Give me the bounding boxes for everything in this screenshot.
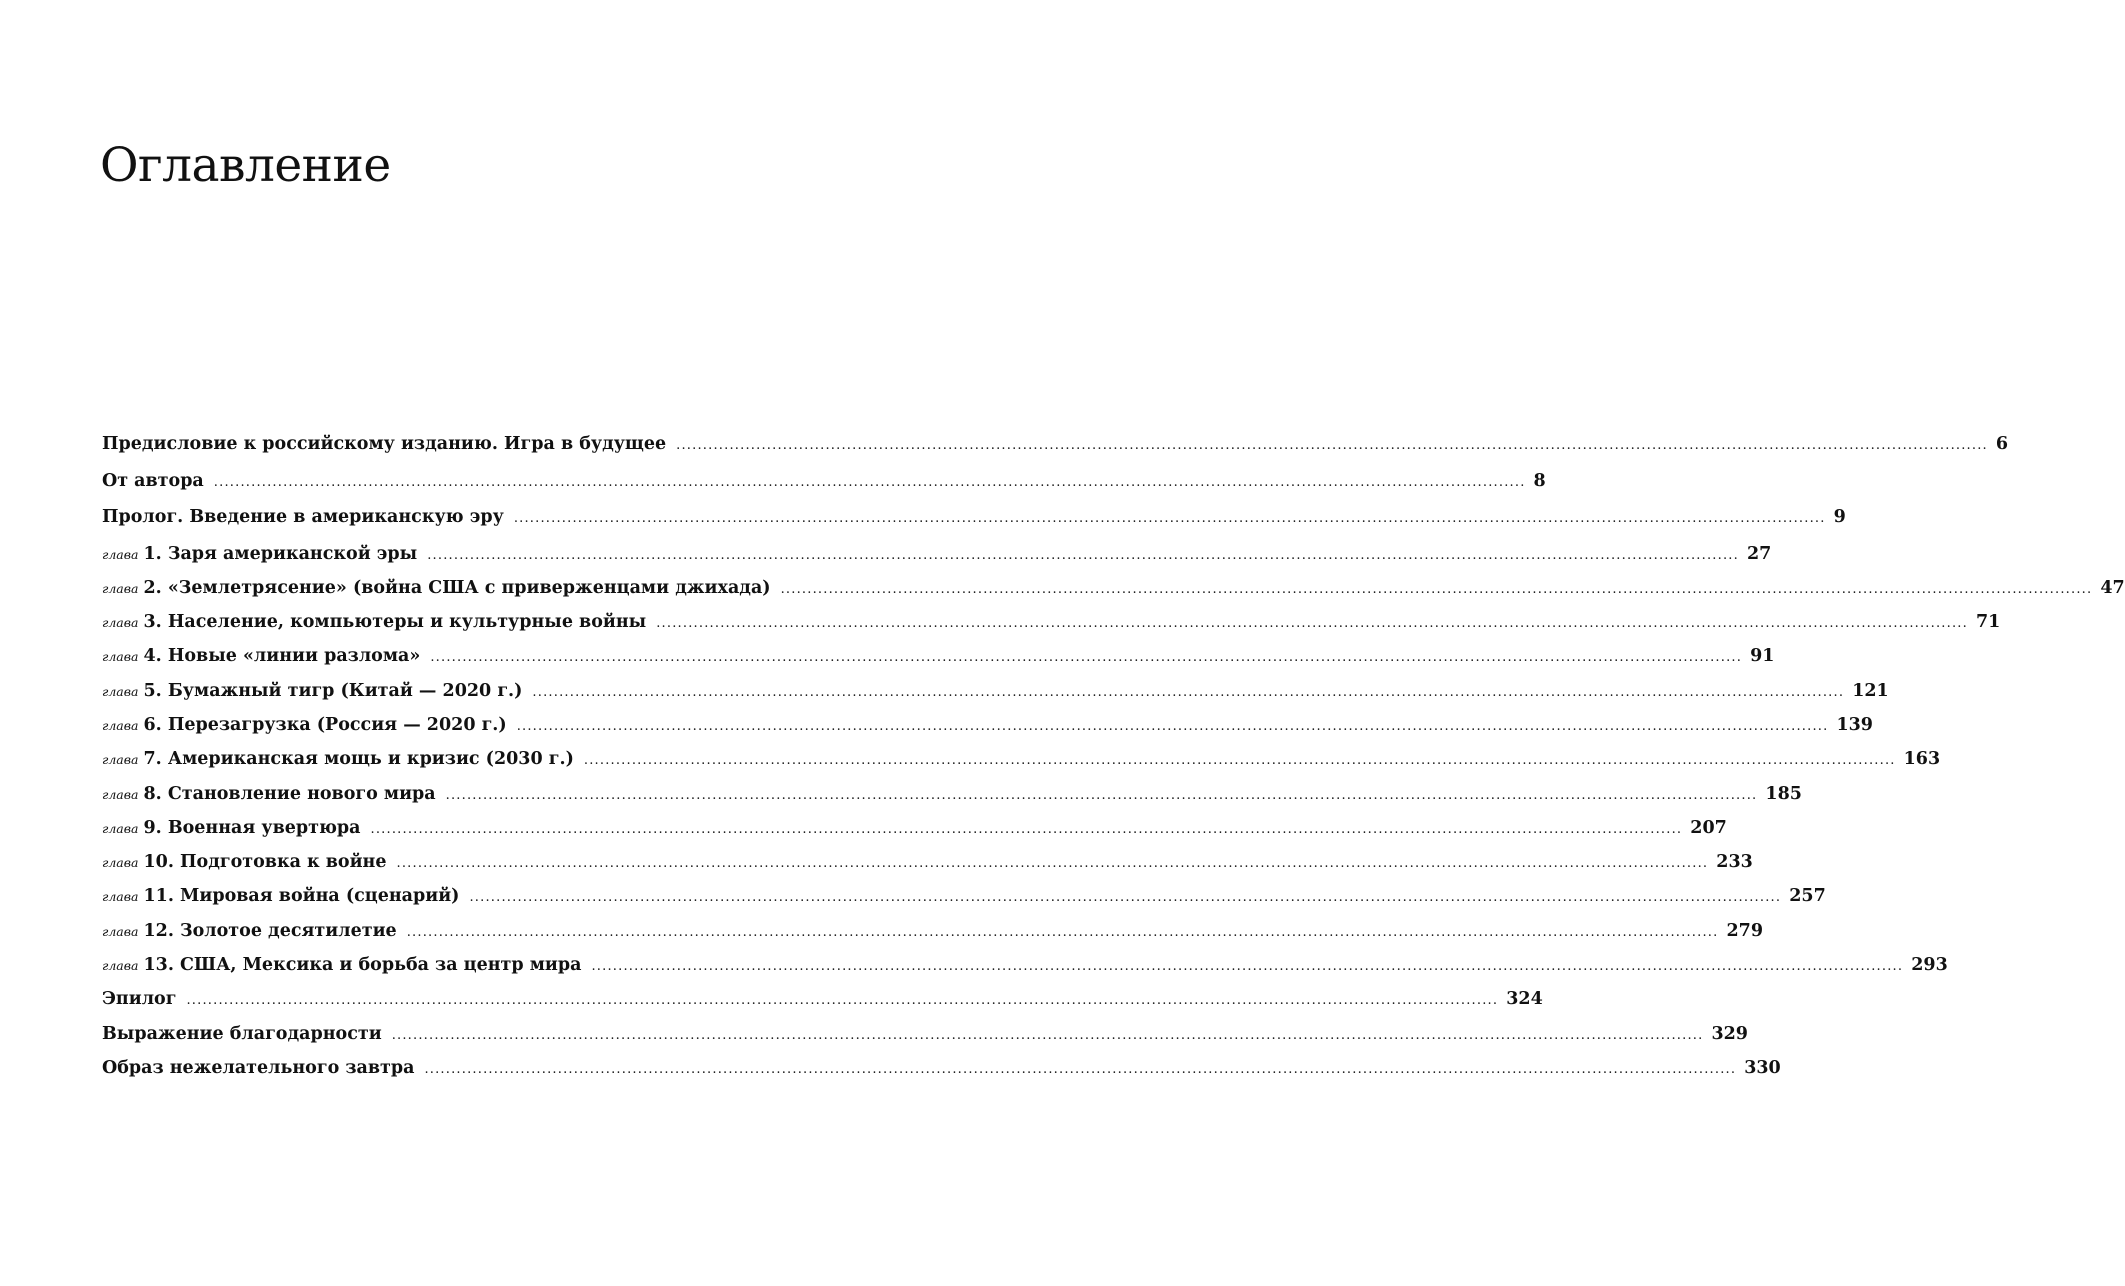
chapter-prefix: глава (102, 820, 139, 836)
toc-entry[interactable] (102, 852, 1753, 886)
toc-entry-title: Эпилог (102, 989, 177, 1010)
toc-entry-page: 329 (1711, 1023, 1748, 1044)
toc-entry-page: 71 (1975, 612, 2001, 633)
chapter-prefix: глава (102, 683, 139, 699)
toc-entry-title: От автора (102, 470, 204, 491)
dot-leader (676, 438, 1988, 453)
dot-leader (469, 890, 1781, 905)
toc-entry-page: 27 (1746, 543, 1772, 564)
toc-entry-page: 6 (1995, 434, 2009, 454)
toc-entry-title: 6. Перезагрузка (Россия — 2020 г.) (143, 714, 507, 735)
dot-leader (656, 616, 1968, 631)
toc-entry-page: 9 (1833, 507, 1846, 527)
chapter-prefix: глава (102, 752, 139, 768)
chapter-prefix: глава (102, 717, 139, 733)
toc-entry[interactable] (102, 543, 1772, 578)
toc-entry-title: Образ нежелательного завтра (102, 1057, 415, 1078)
toc-entry-title: 8. Становление нового мира (143, 783, 436, 804)
dot-leader (446, 788, 1758, 803)
chapter-prefix: глава (102, 958, 139, 974)
toc-entry[interactable] (102, 434, 2009, 471)
dot-leader (514, 511, 1826, 526)
toc-entry[interactable] (102, 714, 1873, 749)
toc-entry-page: 233 (1716, 852, 1753, 873)
toc-entry-title: 13. США, Мексика и борьба за центр мира (143, 955, 582, 976)
toc-entry[interactable] (102, 1057, 1781, 1092)
toc-entry-title: 11. Мировая война (сценарий) (143, 886, 460, 907)
toc-entry[interactable] (102, 989, 1543, 1023)
toc-entry-page: 91 (1750, 646, 1775, 667)
toc-entry[interactable] (102, 817, 1727, 852)
dot-leader (584, 753, 1896, 768)
dot-leader (186, 993, 1498, 1008)
toc-entry-page: 47 (2100, 577, 2125, 598)
toc-entry[interactable] (102, 920, 1763, 955)
dot-leader (781, 582, 2093, 597)
toc-entry[interactable] (102, 470, 1546, 508)
toc-entry-title: 9. Военная увертюра (143, 817, 361, 838)
dot-leader (532, 685, 1844, 700)
dot-leader (397, 856, 1709, 871)
toc-entry-title: 4. Новые «линии разлома» (143, 646, 421, 667)
page-title: Оглавление (100, 138, 391, 193)
dot-leader (430, 650, 1742, 665)
toc-entry[interactable] (102, 507, 1846, 544)
toc-entry[interactable] (102, 783, 1802, 818)
toc-entry-page: 257 (1789, 886, 1826, 907)
toc-entry-page: 121 (1852, 680, 1889, 701)
toc-entry[interactable] (102, 646, 1775, 680)
toc-entry-page: 324 (1506, 989, 1543, 1010)
toc-entry[interactable] (102, 1023, 1748, 1058)
toc-entry[interactable] (102, 749, 1941, 783)
dot-leader (424, 1062, 1736, 1077)
toc-entry-title: Предисловие к российскому изданию. Игра в будущее (102, 434, 667, 454)
dot-leader (517, 719, 1829, 734)
toc-entry-title: Пролог. Введение в американскую эру (102, 507, 504, 527)
toc-entry-title: 1. Заря американской эры (143, 543, 418, 564)
dot-leader (214, 475, 1526, 490)
toc-entry-page: 330 (1744, 1057, 1781, 1078)
toc-entry-page: 8 (1533, 470, 1546, 491)
chapter-prefix: глава (102, 889, 139, 905)
chapter-prefix: глава (102, 615, 139, 631)
toc-entry-title: 3. Население, компьютеры и культурные войны (143, 612, 647, 633)
dot-leader (427, 548, 1739, 563)
toc-entry-page: 293 (1911, 955, 1948, 976)
chapter-prefix: глава (102, 546, 139, 562)
chapter-prefix: глава (102, 855, 139, 871)
toc-entry-page: 139 (1836, 714, 1873, 735)
toc-entry-page: 279 (1726, 920, 1763, 941)
chapter-prefix: глава (102, 580, 139, 596)
toc-entry-page: 207 (1690, 817, 1727, 838)
toc-entry[interactable] (102, 612, 2001, 646)
toc-entry-page: 163 (1903, 749, 1941, 770)
toc-entry-title: 12. Золотое десятилетие (143, 920, 397, 941)
toc-entry-title: 10. Подготовка к войне (143, 852, 387, 873)
toc-entry-title: 5. Бумажный тигр (Китай — 2020 г.) (143, 680, 523, 701)
toc-entry-title: 7. Американская мощь и кризис (2030 г.) (143, 749, 574, 770)
dot-leader (392, 1028, 1704, 1043)
toc-entry-title: 2. «Землетрясение» (война США с приверженцами джихада) (143, 577, 771, 598)
dot-leader (591, 959, 1903, 974)
toc-entry[interactable] (102, 577, 2125, 612)
toc-entry[interactable] (102, 955, 1948, 989)
table-of-contents (102, 434, 2125, 1092)
chapter-prefix: глава (102, 923, 139, 939)
dot-leader (407, 925, 1719, 940)
toc-entry[interactable] (102, 886, 1826, 920)
toc-entry-title: Выражение благодарности (102, 1023, 382, 1044)
toc-entry[interactable] (102, 680, 1889, 715)
chapter-prefix: глава (102, 649, 139, 665)
dot-leader (371, 822, 1683, 837)
chapter-prefix: глава (102, 786, 139, 802)
toc-entry-page: 185 (1765, 783, 1802, 804)
